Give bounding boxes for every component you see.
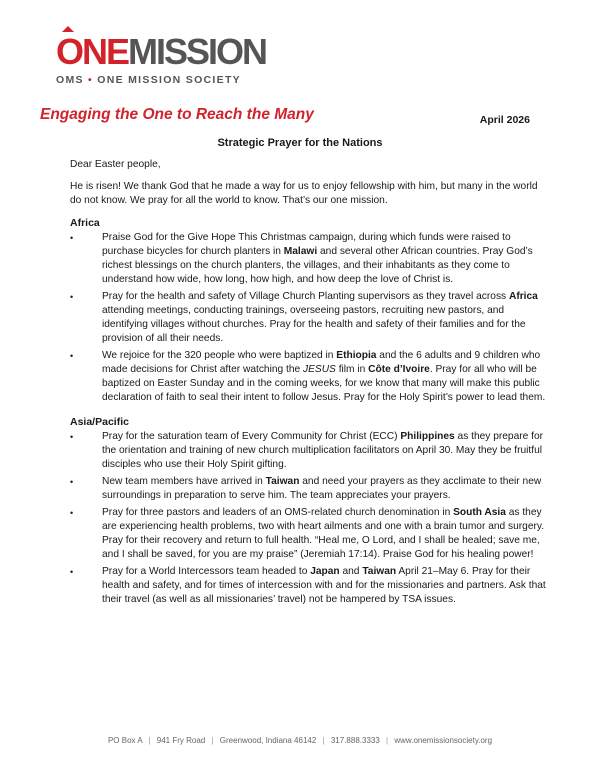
item-text: and need your prayers as they acclimate to their new surroundings in preparation to serve him. The team appreciates your prayers.: [102, 476, 542, 501]
item-text: and several other African countries. Pray God’s richest blessings on the church planters, the villages, and their inhabitants as they come to understand how wide, how long, how high, and how deep the love of Christ is.: [102, 246, 533, 285]
item-text: April 21–May 6. Pray for their health and safety, and for times of intercession with and for the missionaries and partners. Ask that their travel (as well as all missionaries’ travel) not be hampered by TSA issues.: [102, 566, 546, 605]
item-text: We rejoice for the 320 people who were baptized in: [102, 350, 337, 361]
item-text: . Pray for all who will be baptized on Easter Sunday and in the coming weeks, for we know that many will make this public declaration of faith to seal their intent to follow Jesus. Pray for the Holy Spirit’s power to lead them.: [102, 364, 546, 403]
item-text: New team members have arrived in: [102, 476, 266, 487]
list-item: [70, 430, 550, 472]
region-heading-africa: Africa: [70, 217, 100, 229]
item-place: Africa: [508, 291, 538, 302]
region-heading-asia-pacific: Asia/Pacific: [70, 416, 129, 428]
list-item: [70, 349, 550, 405]
logo-one: [56, 31, 129, 72]
footer-street: 941 Fry Road: [156, 736, 206, 745]
item-place: Japan: [310, 566, 340, 577]
bullet-icon: •: [70, 477, 74, 487]
logo-sub-society: ONE MISSION SOCIETY: [97, 74, 241, 86]
footer-separator: |: [148, 736, 151, 745]
list-item: [70, 231, 550, 287]
footer-separator: |: [322, 736, 325, 745]
greeting: Dear Easter people,: [70, 159, 161, 170]
item-text: Pray for a World Intercessors team headed to: [102, 566, 311, 577]
footer-phone: 317.888.3333: [330, 736, 380, 745]
intro-paragraph: He is risen! We thank God that he made a way for us to enjoy fellowship with him, but many in the world do not know. We pray for all the world to know. That’s our one mission.: [70, 181, 538, 206]
logo-mission-text: MISSION: [128, 31, 267, 72]
item-text: and the 6 adults and 9 children who made decisions for Christ after watching the: [102, 350, 541, 375]
item-film-title: JESUS: [303, 364, 336, 375]
logo-wordmark: [56, 31, 276, 72]
logo-sub-oms: OMS: [56, 74, 84, 86]
item-text: as they prepare for the orientation and training of new church multiplication facilitators on April 30. May they be fruitful disciples who use their Holy Spirit gifting.: [102, 431, 544, 470]
item-place: Philippines: [400, 431, 455, 442]
bullet-icon: •: [70, 432, 74, 442]
logo-hat-icon: [62, 26, 74, 32]
item-text: film in: [335, 364, 369, 375]
bullet-icon: •: [70, 292, 74, 302]
item-text: as they are experiencing health problems, two with heart ailments and one with a brain tumor and surgery. Pray for their recovery and return to full health. “Heal me, O Lord, and I shall be healed; save me, and I shall be saved, for you are my praise” (Jeremiah 17:14). Praise God for his healing power!: [102, 507, 545, 560]
date: April 2026: [479, 114, 530, 126]
logo-sub-dot: •: [88, 74, 94, 86]
item-text: attending meetings, conducting trainings, overseeing pastors, recruiting new pastors, and identifying villages without churches. Pray for the health and safety of their families and for the provision of all their needs.: [102, 305, 526, 344]
item-place: Malawi: [283, 246, 318, 257]
item-place: South Asia: [453, 507, 506, 518]
footer-separator: |: [211, 736, 214, 745]
page-title: Strategic Prayer for the Nations: [217, 137, 383, 149]
list-item: [70, 290, 550, 346]
item-text: Pray for three pastors and leaders of an OMS-related church denomination in: [102, 507, 454, 518]
list-item: [70, 475, 550, 503]
item-text: Pray for the health and safety of Village Church Planting supervisors as they travel across: [102, 291, 509, 302]
item-place: Côte d’Ivoire: [368, 364, 430, 375]
item-place: Ethiopia: [336, 350, 377, 361]
list-item: [70, 506, 550, 562]
footer-po-box: PO Box A: [107, 736, 143, 745]
logo: [56, 31, 276, 86]
tagline: Engaging the One to Reach the Many: [40, 106, 314, 123]
bullet-icon: •: [70, 233, 74, 243]
letter-body: [70, 158, 550, 610]
item-place: Taiwan: [362, 566, 397, 577]
item-place: Taiwan: [265, 476, 300, 487]
bullet-icon: •: [70, 508, 74, 518]
footer-address: [0, 736, 600, 745]
logo-subtitle: [56, 74, 276, 86]
footer-website[interactable]: www.onemissionsociety.org: [394, 736, 493, 745]
footer-separator: |: [386, 736, 389, 745]
bullet-icon: •: [70, 351, 74, 361]
logo-one-text: ONE: [56, 31, 129, 72]
bullet-icon: •: [70, 567, 74, 577]
item-text: Pray for the saturation team of Every Community for Christ (ECC): [102, 431, 401, 442]
item-text: Praise God for the Give Hope This Christmas campaign, during which funds were raised to purchase bicycles for church planters in: [102, 232, 511, 257]
footer-city: Greenwood, Indiana 46142: [219, 736, 317, 745]
item-text: and: [339, 566, 363, 577]
list-item: [70, 565, 550, 607]
